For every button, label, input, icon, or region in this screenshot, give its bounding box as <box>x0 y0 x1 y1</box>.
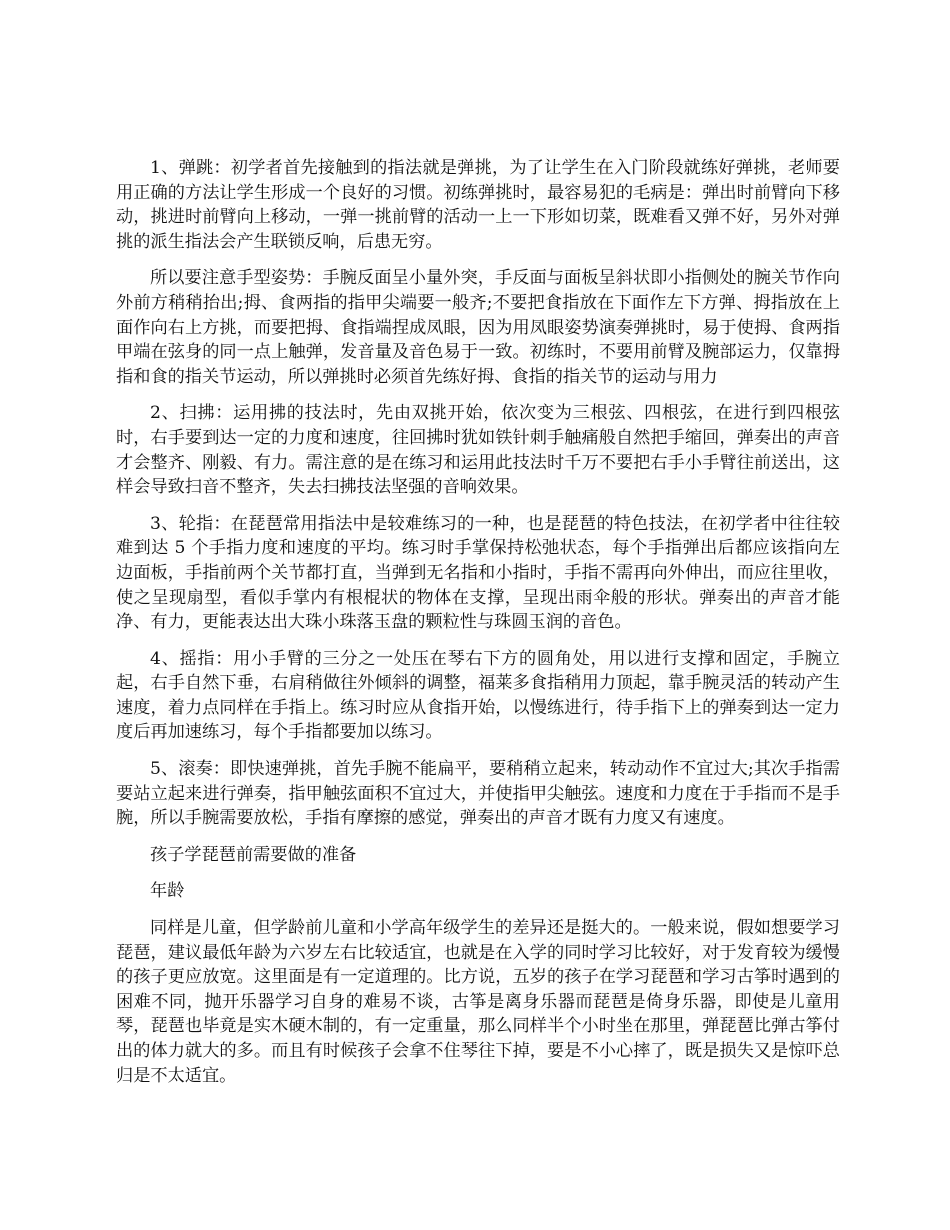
paragraph-age: 同样是儿童，但学龄前儿童和小学高年级学生的差异还是挺大的。一般来说，假如想要学习琵琶，建议最低年龄为六岁左右比较适宜，也就是在入学的同时学习比较好，对于发育较为缓慢的孩子更应放宽。这里面是有一定道理的。比方说，五岁的孩子在学习琵琶和学习古筝时遇到的困难不同，抛开乐器学习自身的难易不谈，古筝是离身乐器而琵琶是倚身乐器，即使是儿童用琴，琵琶也毕竟是实木硬木制的，有一定重量，那么同样半个小时坐在那里，弹琵琶比弹古筝付出的体力就大的多。而且有时候孩子会拿不住琴往下掉，要是不小心摔了，既是损失又是惊吓总归是不太适宜。 <box>116 918 840 1086</box>
paragraph-lunzhi: 3、轮指：在琵琶常用指法中是较难练习的一种，也是琵琶的特色技法，在初学者中往往较难到达 5 个手指力度和速度的平均。练习时手掌保持松弛状态，每个手指弹出后都应该指向左边面板，手指前两个关节都打直，当弹到无名指和小指时，手指不需再向外伸出，而应往里收，使之呈现扇型，看似手掌内有根棍状的物体在支撑，呈现出雨伞般的形状。弹奏出的声音才能净、有力，更能表达出大珠小珠落玉盘的颗粒性与珠圆玉润的音色。 <box>116 513 840 633</box>
paragraph-gunzou: 5、滚奏：即快速弹挑，首先手腕不能扁平，要稍稍立起来，转动动作不宜过大;其次手指需要站立起来进行弹奏，指甲触弦面积不宜过大，并使指甲尖触弦。速度和力度在于手指而不是手腕，所以手腕需要放松，手指有摩擦的感觉，弹奏出的声音才既有力度又有速度。 <box>116 759 840 829</box>
paragraph-hand-posture: 所以要注意手型姿势：手腕反面呈小量外突，手反面与面板呈斜状即小指侧处的腕关节作向外前方稍稍抬出;拇、食两指的指甲尖端要一般齐;不要把食指放在下面作左下方弹、拇指放在上面作向右上方挑，而要把拇、食指端捏成凤眼，因为用凤眼姿势演奏弹挑时，易于使拇、食两指甲端在弦身的同一点上触弹，发音量及音色易于一致。初练时，不要用前臂及腕部运力，仅靠拇指和食的指关节运动，所以弹挑时必须首先练好拇、食指的指关节的运动与用力 <box>116 268 840 387</box>
subsection-heading: 年龄 <box>150 881 185 902</box>
section-heading: 孩子学琵琶前需要做的准备 <box>150 844 357 865</box>
document-page <box>116 156 840 1100</box>
paragraph-yaozhi: 4、摇指：用小手臂的三分之一处压在琴右下方的圆角处，用以进行支撑和固定，手腕立起，右手自然下垂，右肩稍做往外倾斜的调整，福莱多食指稍用力顶起，靠手腕灵活的转动产生速度，着力点同样在手指上。练习时应从食指开始，以慢练进行，待手指下上的弹奏到达一定力度后再加速练习，每个手指都要加以练习。 <box>116 648 840 743</box>
paragraph-tanti: 1、弹跳：初学者首先接触到的指法就是弹挑，为了让学生在入门阶段就练好弹挑，老师要用正确的方法让学生形成一个良好的习惯。初练弹挑时，最容易犯的毛病是：弹出时前臂向下移动，挑进时前臂向上移动，一弹一挑前臂的活动一上一下形如切菜，既难看又弹不好，另外对弹挑的派生指法会产生联锁反响，后患无穷。 <box>116 158 840 252</box>
paragraph-saofu: 2、扫拂：运用拂的技法时，先由双挑开始，依次变为三根弦、四根弦，在进行到四根弦时，右手要到达一定的力度和速度，往回拂时犹如铁针刺手触痛般自然把手缩回，弹奏出的声音才会整齐、刚毅、有力。需注意的是在练习和运用此技法时千万不要把右手小手臂往前送出，这样会导致扫音不整齐，失去扫拂技法坚强的音响效果。 <box>116 403 840 498</box>
